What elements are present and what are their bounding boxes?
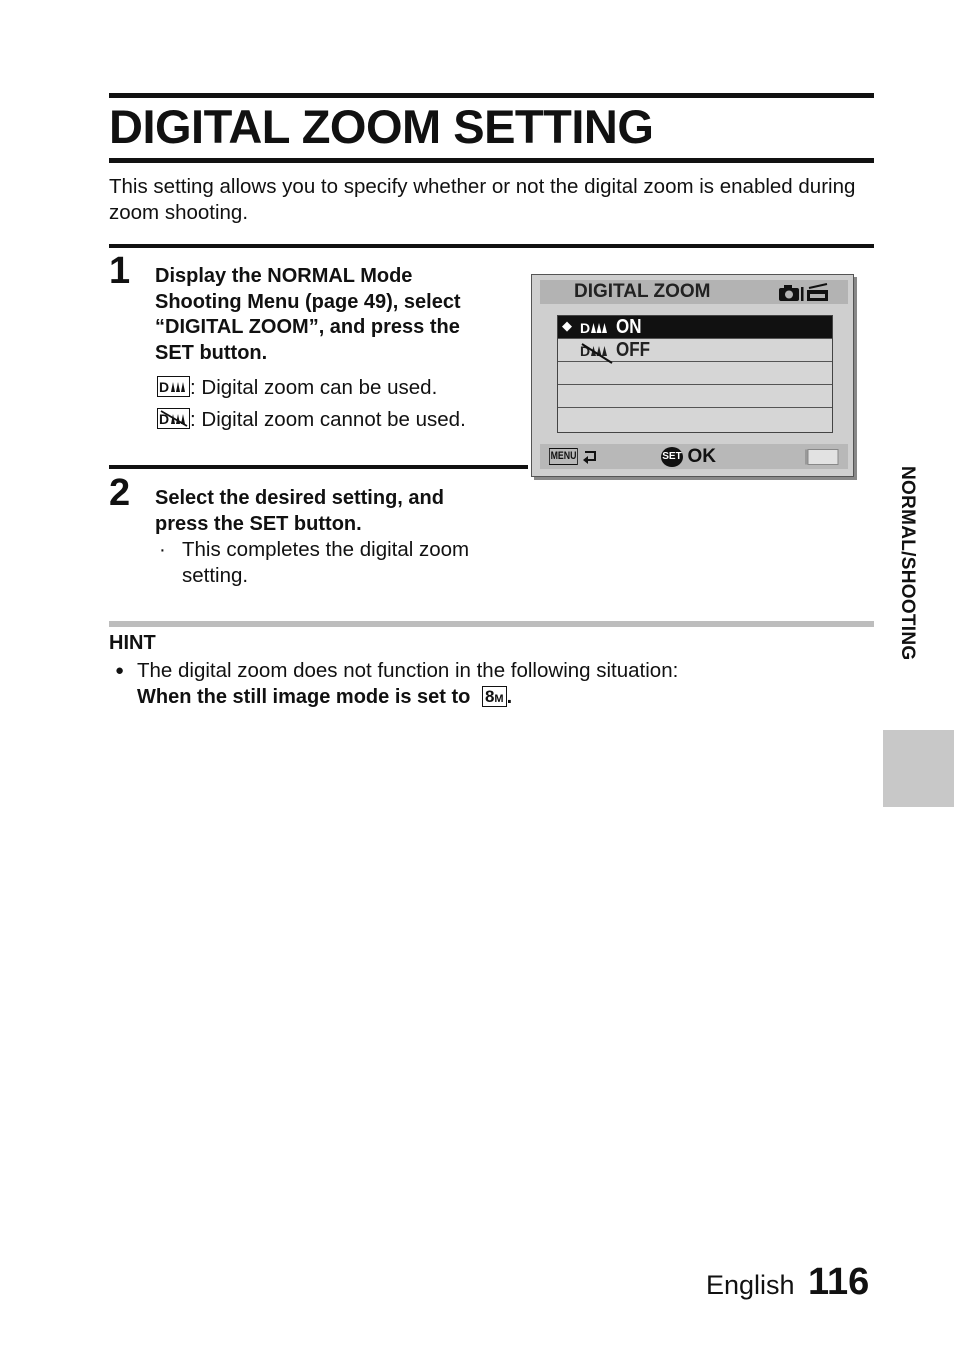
- hint-line2-text: When the still image mode is set to: [137, 686, 471, 708]
- step1-heading-line: “DIGITAL ZOOM”, and press the: [155, 316, 460, 338]
- step1-heading-line: Display the NORMAL Mode: [155, 265, 413, 287]
- footer-language: English: [706, 1270, 795, 1300]
- hint-line2: [137, 684, 512, 710]
- step1-heading-line: Shooting Menu (page 49), select: [155, 290, 461, 313]
- set-key-icon: SET: [661, 447, 683, 467]
- step2-number: 2: [109, 472, 131, 514]
- d-zoom-on-icon: [157, 376, 190, 397]
- set-ok-button[interactable]: [661, 446, 716, 468]
- lcd-empty-row: [558, 408, 832, 431]
- camera-video-mode-icon: [778, 283, 830, 308]
- d-zoom-off-icon: [157, 408, 190, 429]
- d-zoom-on-icon: [580, 319, 610, 340]
- lcd-option-label: ON: [616, 316, 642, 338]
- lcd-empty-row: [558, 362, 832, 385]
- hint-rule: [109, 621, 874, 627]
- lcd-option-on[interactable]: [558, 316, 832, 339]
- step2-bullet-line: setting.: [182, 564, 249, 587]
- step2-bullet-marker: ·: [159, 538, 166, 561]
- hint-line2-end: .: [506, 686, 513, 708]
- svg-text:D: D: [159, 411, 170, 427]
- section-side-tab-label: NORMAL/SHOOTING: [897, 466, 918, 661]
- step2-heading: [155, 486, 515, 537]
- still-mode-8m-icon: [482, 686, 507, 707]
- section-side-tab: [894, 466, 918, 726]
- selection-diamond: ◆: [562, 318, 572, 333]
- lcd-title: DIGITAL ZOOM: [574, 281, 711, 302]
- page-title: DIGITAL ZOOM SETTING: [109, 100, 654, 153]
- battery-icon: [804, 449, 840, 470]
- ok-label: OK: [687, 446, 716, 467]
- step2-heading-line: Select the desired setting, and: [155, 487, 444, 509]
- step1-heading-line: SET button.: [155, 341, 268, 364]
- return-arrow-icon: [582, 449, 600, 465]
- step1-heading: [155, 264, 515, 366]
- mode-icon-unit: M: [494, 693, 504, 705]
- menu-return-button[interactable]: [549, 448, 600, 466]
- hint-line1: The digital zoom does not function in the following situation:: [137, 659, 679, 682]
- title-top-rule: [109, 93, 874, 98]
- legend-on-row: [157, 375, 437, 401]
- title-bottom-rule: [109, 158, 874, 163]
- intro-text: This setting allows you to specify whether or not the digital zoom is enabled during zoom shooting.: [109, 175, 856, 224]
- step1-number: 1: [109, 250, 131, 292]
- lcd-empty-row: [558, 385, 832, 408]
- step2-rule: [109, 465, 528, 469]
- svg-text:D: D: [580, 320, 591, 335]
- lcd-option-list: [557, 315, 833, 433]
- legend-off-row: [157, 407, 466, 433]
- menu-key-label: MENU: [549, 448, 578, 465]
- section-tab-marker: [883, 730, 954, 807]
- lcd-option-label: OFF: [616, 339, 650, 361]
- step2-heading-line: press the SET button.: [155, 512, 362, 535]
- lcd-option-off[interactable]: [558, 339, 832, 362]
- step1-rule: [109, 244, 874, 248]
- svg-text:D: D: [580, 343, 591, 359]
- legend-off-text: : Digital zoom cannot be used.: [190, 408, 466, 431]
- page-number: 116: [808, 1261, 870, 1303]
- legend-on-text: : Digital zoom can be used.: [190, 376, 438, 399]
- hint-bullet: ●: [115, 662, 125, 679]
- hint-heading: HINT: [109, 632, 156, 654]
- svg-text:D: D: [159, 379, 170, 395]
- step2-bullet-line: This completes the digital zoom: [182, 538, 470, 561]
- mode-icon-number: 8: [484, 687, 495, 706]
- step2-bullet-text: [182, 537, 522, 589]
